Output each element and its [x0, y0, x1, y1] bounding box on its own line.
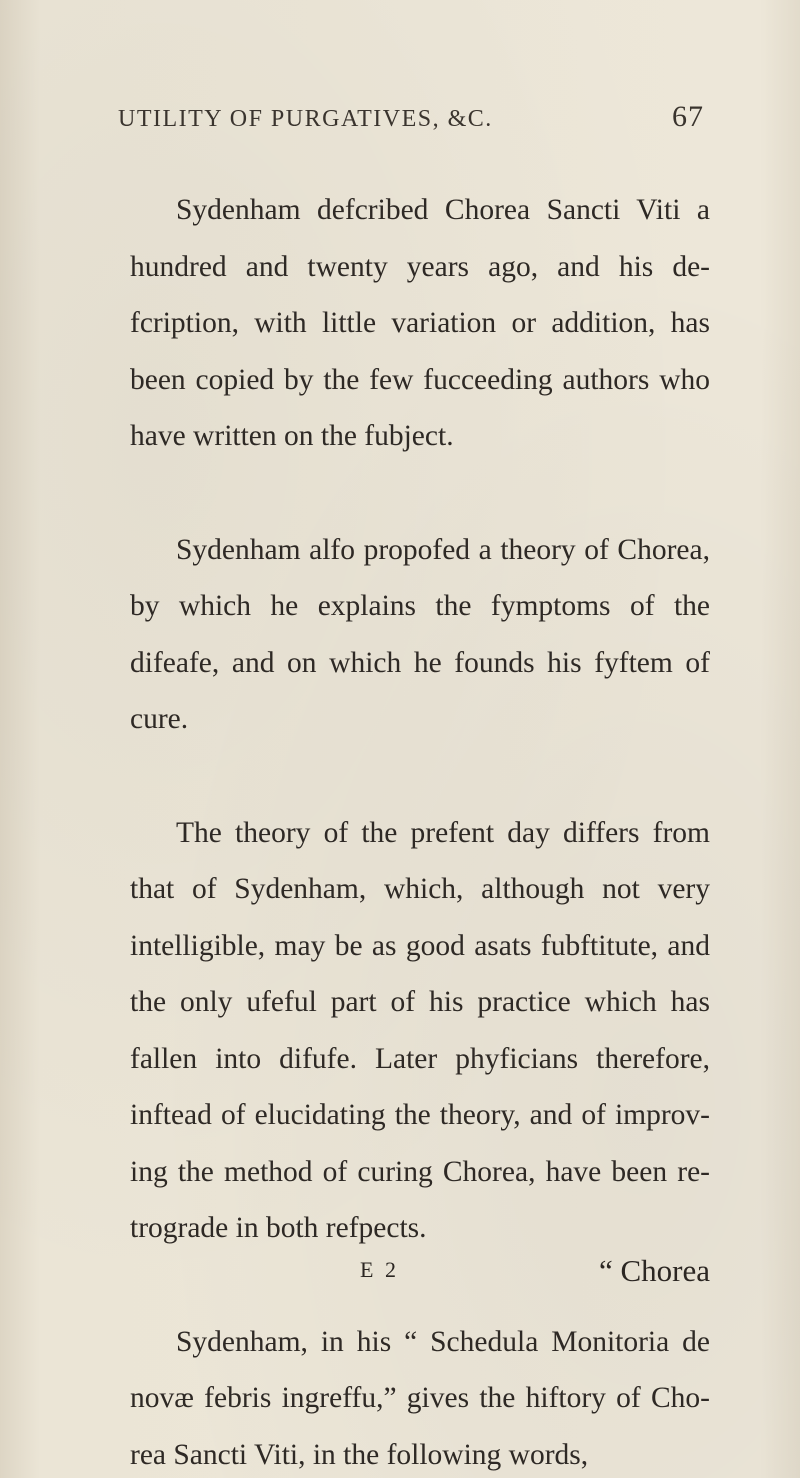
catchline — [130, 1253, 710, 1307]
page-number: 67 — [672, 100, 704, 133]
running-head — [118, 98, 704, 144]
paragraph-2: Sydenham alfo propofed a theory of Chorea, by which he explains the fymptoms of the difeafe, and on which he founds his fyftem of cure. — [130, 533, 710, 735]
signature-mark: E 2 — [360, 1257, 399, 1282]
running-title: UTILITY OF PURGATIVES, &C. — [118, 106, 493, 132]
paragraph-4: Sydenham, in his “ Schedula Monitoria de novæ febris ingreffu,” gives the hiftory of Cho-rea Sancti Viti, in the following words, — [130, 1325, 710, 1471]
catchword: “ Chorea — [598, 1253, 710, 1288]
paragraph-1: Sydenham defcribed Chorea Sancti Viti a hundred and twenty years ago, and his de-fcription, with little variation or addition, has been copied by the few fucceeding authors who have written on the fubject. — [130, 194, 710, 452]
paragraph-3: The theory of the prefent day differs from that of Sydenham, which, although not very intelligible, may be as good asats fubftitute, and the only ufeful part of his practice which has fallen into difufe. Later phyficians therefore, inftead of elucidating the theory, and of improv-ing the method of curing Chorea, have been re-trograde in both refpects. — [130, 816, 710, 1244]
